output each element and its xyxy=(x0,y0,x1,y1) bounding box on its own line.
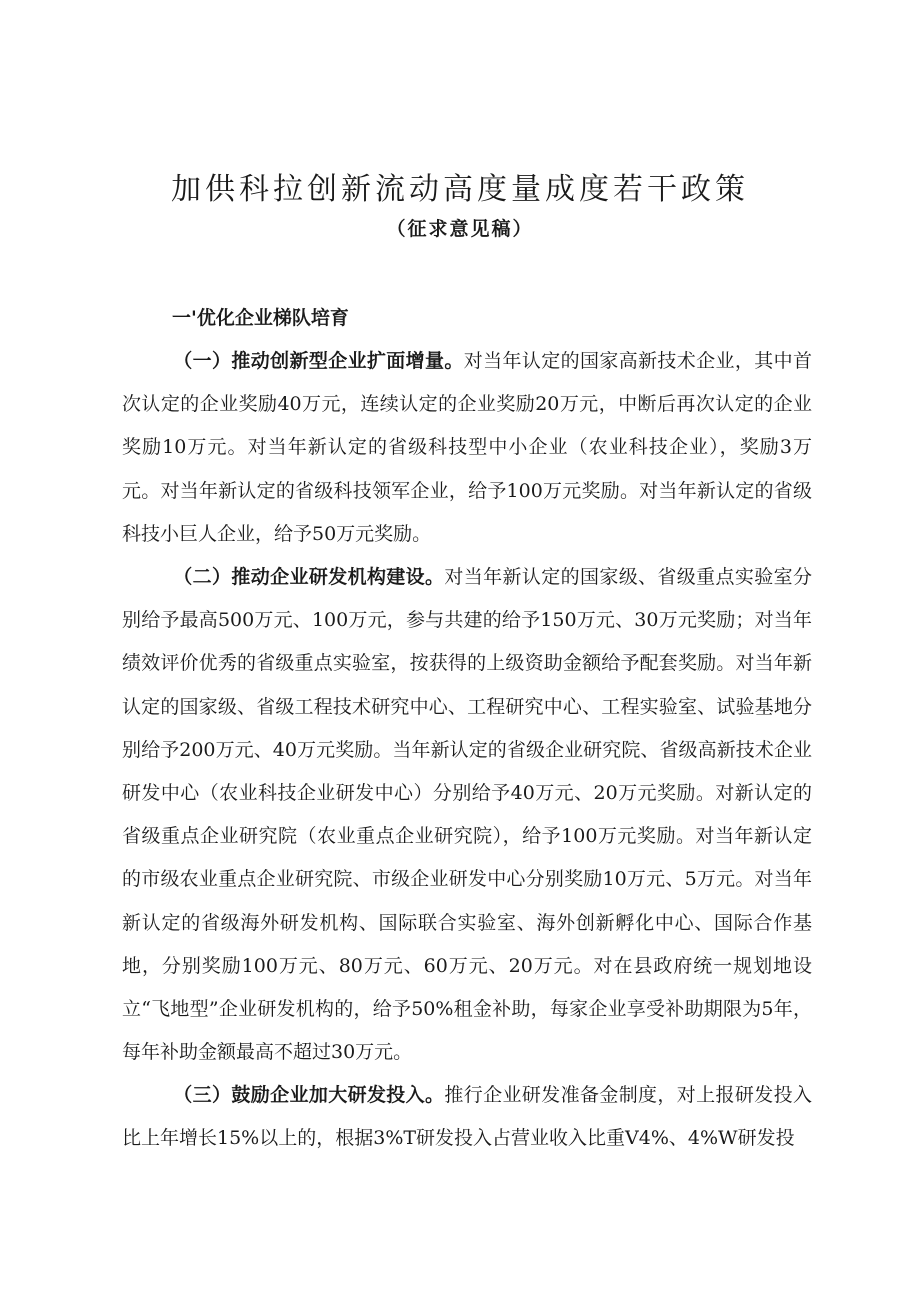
paragraph xyxy=(122,340,812,556)
paragraph xyxy=(122,556,812,1074)
paragraph-body: 对当年新认定的国家级、省级重点实验室分别给予最高500万元、100万元，参与共建的给予150万元、30万元奖励；对当年绩效评价优秀的省级重点实验室，按获得的上级资助金额给予配套奖励。对当年新认定的国家级、省级工程技术研究中心、工程研究中心、工程实验室、试验基地分别给予200万元、40万元奖励。当年新认定的省级企业研究院、省级高新技术企业研发中心（农业科技企业研发中心）分别给予40万元、20万元奖励。对新认定的省级重点企业研究院（农业重点企业研究院），给予100万元奖励。对当年新认定的市级农业重点企业研究院、市级企业研发中心分别奖励10万元、5万元。对当年新认定的省级海外研发机构、国际联合实验室、海外创新孵化中心、国际合作基地，分别奖励100万元、80万元、60万元、20万元。对在县政府统一规划地设立“飞地型”企业研发机构的，给予50%租金补助，每家企业享受补助期限为5年，每年补助金额最高不超过30万元。 xyxy=(122,566,812,1064)
paragraph-body: 对当年认定的国家高新技术企业，其中首次认定的企业奖励40万元，连续认定的企业奖励20万元，中断后再次认定的企业奖励10万元。对当年新认定的省级科技型中小企业（农业科技企业），奖励3万元。对当年新认定的省级科技领军企业，给予100万元奖励。对当年新认定的省级科技小巨人企业，给予50万元奖励。 xyxy=(122,350,812,545)
paragraph-lead: （一）推动创新型企业扩面增量。 xyxy=(173,350,464,372)
paragraph-lead: （三）鼓励企业加大研发投入。 xyxy=(173,1084,445,1106)
paragraph xyxy=(122,1074,812,1160)
paragraph-lead: （二）推动企业研发机构建设。 xyxy=(173,566,445,588)
document-subtitle: （征求意见稿） xyxy=(386,218,534,240)
document-title: 加供科拉创新流动高度量成度若干政策 xyxy=(171,172,749,207)
paragraph-body: 推行企业研发准备金制度，对上报研发投入比上年增长15%以上的，根据3%T研发投入占营业收入比重V4%、4%W研发投 xyxy=(122,1084,812,1150)
section-heading: 一'优化企业梯队培育 xyxy=(172,307,349,329)
